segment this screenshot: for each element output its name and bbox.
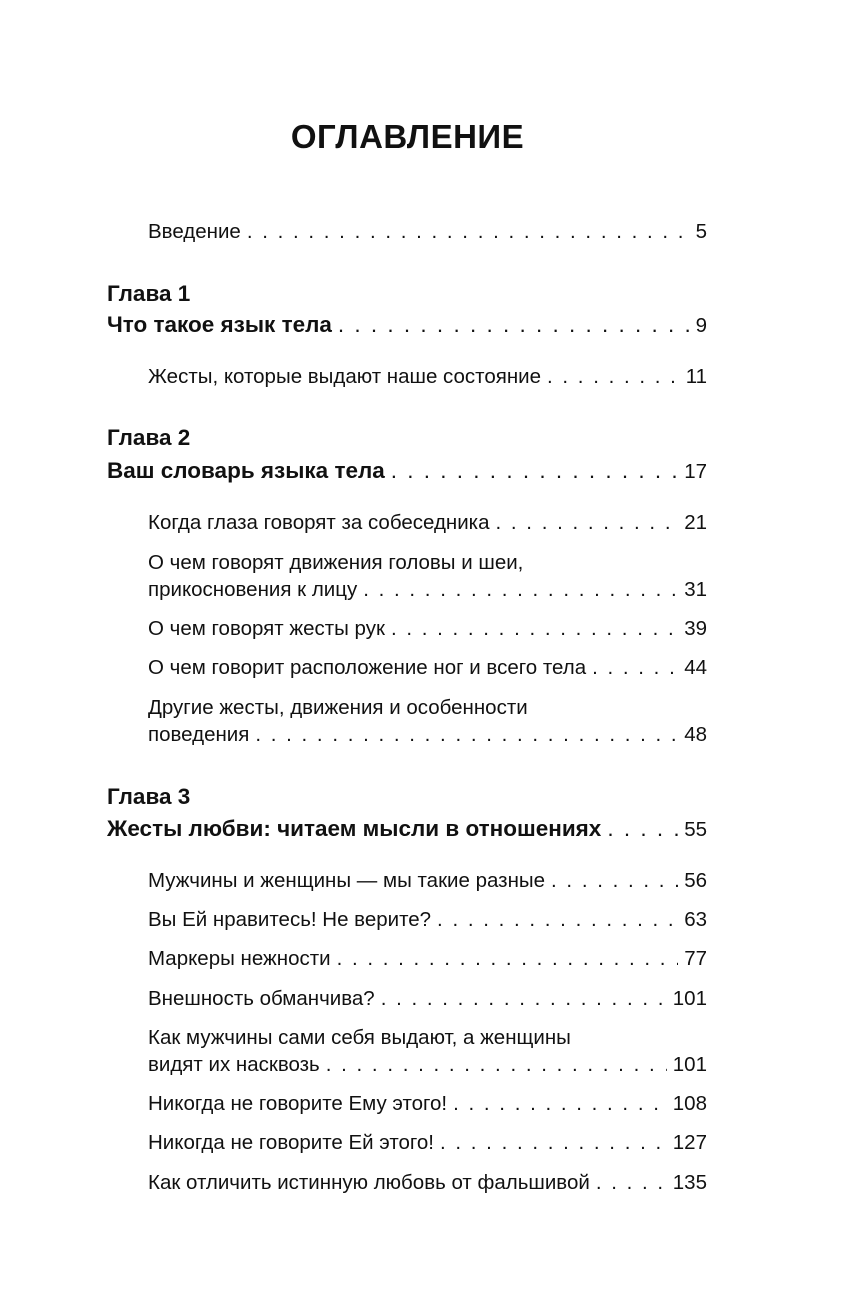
toc-entry[interactable] (148, 363, 707, 391)
page-number: 55 (684, 818, 707, 841)
entry-label: Никогда не говорите Ей этого! (148, 1131, 434, 1154)
toc-entry-chapter-heading[interactable] (107, 311, 707, 340)
chapter-label: Глава 3 (107, 784, 191, 809)
page-number: 56 (684, 869, 707, 892)
toc-entry-line1: О чем говорят движения головы и шеи, (148, 551, 524, 574)
toc-entry[interactable] (148, 945, 707, 973)
toc-entry[interactable] (148, 509, 707, 537)
entry-label: О чем говорят жесты рук (148, 617, 385, 640)
entry-label: Когда глаза говорят за собеседника (148, 511, 490, 534)
toc-entry[interactable] (148, 721, 707, 749)
entry-label: Внешность обманчива? (148, 987, 375, 1010)
toc-entry-line1: Другие жесты, движения и особенности (148, 696, 528, 719)
dot-leader (607, 815, 678, 843)
page-number: 39 (684, 617, 707, 640)
page-number: 17 (684, 460, 707, 483)
dot-leader (337, 945, 679, 973)
entry-label: Никогда не говорите Ему этого! (148, 1092, 448, 1115)
entry-label: Жесты, которые выдают наше состояние (148, 365, 542, 388)
page-number: 63 (684, 908, 707, 931)
toc-entry-intro[interactable] (148, 218, 707, 246)
entry-label: Вы Ей нравитесь! Не верите? (148, 908, 432, 931)
dot-leader (391, 615, 678, 643)
dot-leader (496, 509, 679, 537)
toc-entry-chapter-heading[interactable] (107, 457, 707, 486)
dot-leader (247, 218, 690, 246)
toc-entry[interactable] (148, 867, 707, 895)
page-number: 9 (695, 314, 707, 337)
toc-entry[interactable] (148, 985, 707, 1013)
page-number: 101 (672, 987, 707, 1010)
entry-label: прикосновения к лицу (148, 578, 358, 601)
page-number: 5 (695, 220, 707, 243)
page-number: 135 (672, 1171, 707, 1194)
page-number: 21 (684, 511, 707, 534)
toc-entry[interactable] (148, 615, 707, 643)
entry-label: Введение (148, 220, 241, 243)
entry-label: видят их насквозь (148, 1053, 320, 1076)
dot-leader (381, 985, 667, 1013)
dot-leader (592, 654, 678, 682)
chapter-label: Глава 2 (107, 425, 191, 450)
toc-entry-line1: Как мужчины сами себя выдают, а женщины (148, 1026, 571, 1049)
dot-leader (596, 1169, 667, 1197)
toc-entry[interactable] (148, 1169, 707, 1197)
page-number: 77 (684, 947, 707, 970)
toc-entry-chapter-heading[interactable] (107, 815, 707, 844)
entry-label: Что такое язык тела (107, 312, 332, 337)
entry-label: Как отличить истинную любовь от фальшивой (148, 1171, 590, 1194)
dot-leader (338, 311, 690, 339)
toc-entry[interactable] (148, 654, 707, 682)
entry-label: Маркеры нежности (148, 947, 331, 970)
dot-leader (363, 576, 678, 604)
dot-leader (391, 457, 678, 485)
toc-entry[interactable] (148, 576, 707, 604)
page-number: 44 (684, 656, 707, 679)
toc-entry[interactable] (148, 1129, 707, 1157)
toc-entry[interactable] (148, 1051, 707, 1079)
dot-leader (326, 1051, 667, 1079)
toc-entry[interactable] (148, 906, 707, 934)
dot-leader (440, 1129, 667, 1157)
entry-label: О чем говорит расположение ног и всего тела (148, 656, 587, 679)
entry-label: Жесты любви: читаем мысли в отношениях (107, 816, 602, 841)
page-number: 101 (672, 1053, 707, 1076)
page-number: 108 (672, 1092, 707, 1115)
toc-title: ОГЛАВЛЕНИЕ (290, 118, 525, 155)
page-number: 31 (684, 578, 707, 601)
dot-leader (437, 906, 678, 934)
page-number: 48 (684, 723, 707, 746)
dot-leader (547, 363, 680, 391)
entry-label: поведения (148, 723, 250, 746)
page-number: 127 (672, 1131, 707, 1154)
dot-leader (551, 867, 678, 895)
chapter-label: Глава 1 (107, 281, 191, 306)
dot-leader (255, 721, 678, 749)
entry-label: Мужчины и женщины — мы такие разные (148, 869, 546, 892)
entry-label: Ваш словарь языка тела (107, 458, 385, 483)
page-number: 11 (685, 365, 707, 388)
dot-leader (453, 1090, 667, 1118)
toc-entry[interactable] (148, 1090, 707, 1118)
